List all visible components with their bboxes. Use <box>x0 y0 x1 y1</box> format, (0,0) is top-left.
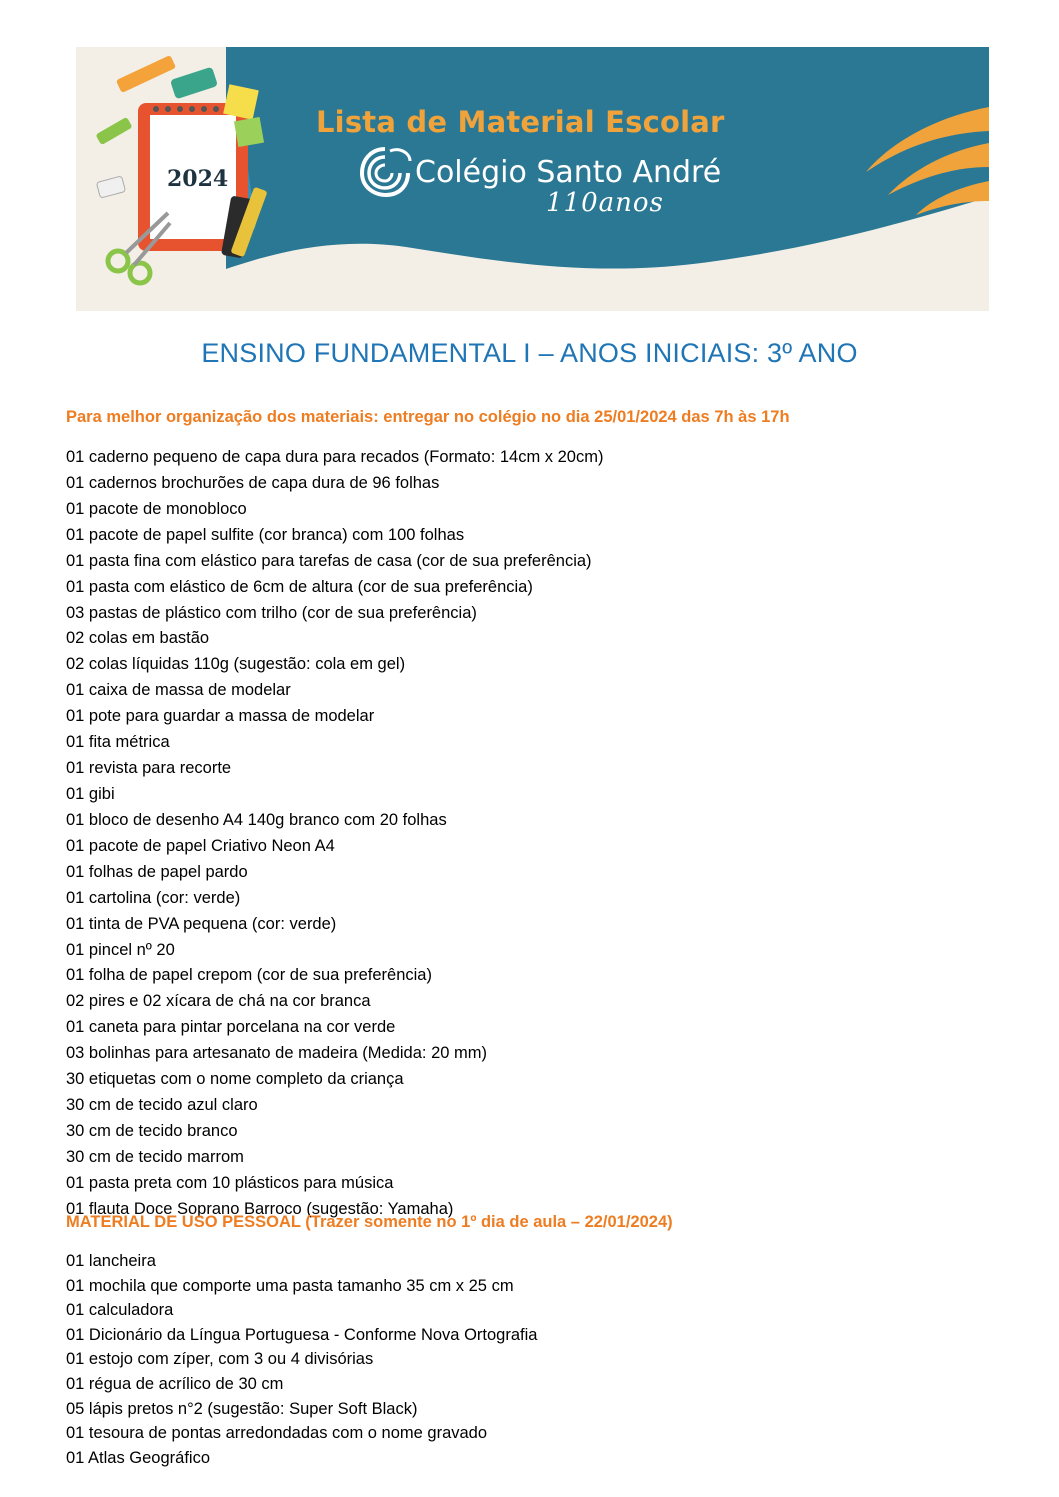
banner-years-badge: 110anos <box>546 188 664 218</box>
list-item: 30 cm de tecido branco <box>66 1121 238 1140</box>
list-item: 02 pires e 02 xícara de chá na cor branca <box>66 992 371 1011</box>
list-item: 01 régua de acrílico de 30 cm <box>66 1374 284 1393</box>
list-item: 05 lápis pretos n°2 (sugestão: Super Soft Black) <box>66 1399 418 1418</box>
list-item: 02 colas em bastão <box>66 629 210 648</box>
list-item: 30 cm de tecido azul claro <box>66 1096 258 1115</box>
personal-materials-list <box>66 1249 537 1470</box>
list-item: 01 bloco de desenho A4 140g branco com 20 folhas <box>66 810 447 829</box>
banner-school-name: Colégio Santo André <box>415 155 722 190</box>
list-item: 03 bolinhas para artesanato de madeira (Medida: 20 mm) <box>66 1044 487 1063</box>
list-item: 01 calculadora <box>66 1301 174 1320</box>
list-item: 01 caneta para pintar porcelana na cor verde <box>66 1018 396 1037</box>
materials-list <box>66 445 603 1223</box>
list-item: 01 pote para guardar a massa de modelar <box>66 707 375 726</box>
list-item: 01 pasta fina com elástico para tarefas de casa (cor de sua preferência) <box>66 551 592 570</box>
list-item: 01 estojo com zíper, com 3 ou 4 divisórias <box>66 1350 374 1369</box>
section-heading-delivery: Para melhor organização dos materiais: entregar no colégio no dia 25/01/2024 das 7h às 17h <box>66 408 790 426</box>
list-item: 01 revista para recorte <box>66 759 232 778</box>
list-item: 01 pasta preta com 10 plásticos para música <box>66 1173 394 1192</box>
list-item: 01 pacote de papel Criativo Neon A4 <box>66 836 335 855</box>
list-item: 01 flauta Doce Soprano Barroco (sugestão: Yamaha) <box>66 1199 454 1218</box>
list-item: 01 mochila que comporte uma pasta tamanho 35 cm x 25 cm <box>66 1276 514 1295</box>
list-item: 01 pincel nº 20 <box>66 940 175 959</box>
list-item: 01 cadernos brochurões de capa dura de 96 folhas <box>66 473 440 492</box>
list-item: 01 fita métrica <box>66 733 170 752</box>
list-item: 01 gibi <box>66 784 115 803</box>
section-heading-personal: MATERIAL DE USO PESSOAL (Trazer somente no 1º dia de aula – 22/01/2024) <box>66 1213 673 1231</box>
list-item: 01 lancheira <box>66 1252 156 1270</box>
list-item: 01 cartolina (cor: verde) <box>66 888 241 907</box>
list-item: 01 caderno pequeno de capa dura para recados (Formato: 14cm x 20cm) <box>66 448 604 466</box>
list-item: 03 pastas de plástico com trilho (cor de sua preferência) <box>66 603 477 622</box>
page-title: ENSINO FUNDAMENTAL I – ANOS INICIAIS: 3º ANO <box>201 338 858 368</box>
list-item: 01 caixa de massa de modelar <box>66 681 291 700</box>
list-item: 30 cm de tecido marrom <box>66 1147 244 1166</box>
list-item: 01 pasta com elástico de 6cm de altura (cor de sua preferência) <box>66 577 533 596</box>
list-item: 02 colas líquidas 110g (sugestão: cola em gel) <box>66 655 406 674</box>
list-item: 01 Atlas Geográfico <box>66 1448 211 1467</box>
list-item: 01 folha de papel crepom (cor de sua preferência) <box>66 966 432 985</box>
list-item: 01 tinta de PVA pequena (cor: verde) <box>66 914 337 933</box>
list-item: 01 tesoura de pontas arredondadas com o nome gravado <box>66 1424 488 1443</box>
banner-year: 2024 <box>167 166 229 192</box>
banner-title: Lista de Material Escolar <box>316 105 725 139</box>
list-item: 01 pacote de monobloco <box>66 499 247 518</box>
list-item: 30 etiquetas com o nome completo da criança <box>66 1070 404 1089</box>
list-item: 01 pacote de papel sulfite (cor branca) com 100 folhas <box>66 525 465 544</box>
header-banner <box>76 47 989 311</box>
list-item: 01 folhas de papel pardo <box>66 862 248 881</box>
school-logo-icon <box>356 143 414 201</box>
list-item: 01 Dicionário da Língua Portuguesa - Conforme Nova Ortografia <box>66 1325 538 1344</box>
